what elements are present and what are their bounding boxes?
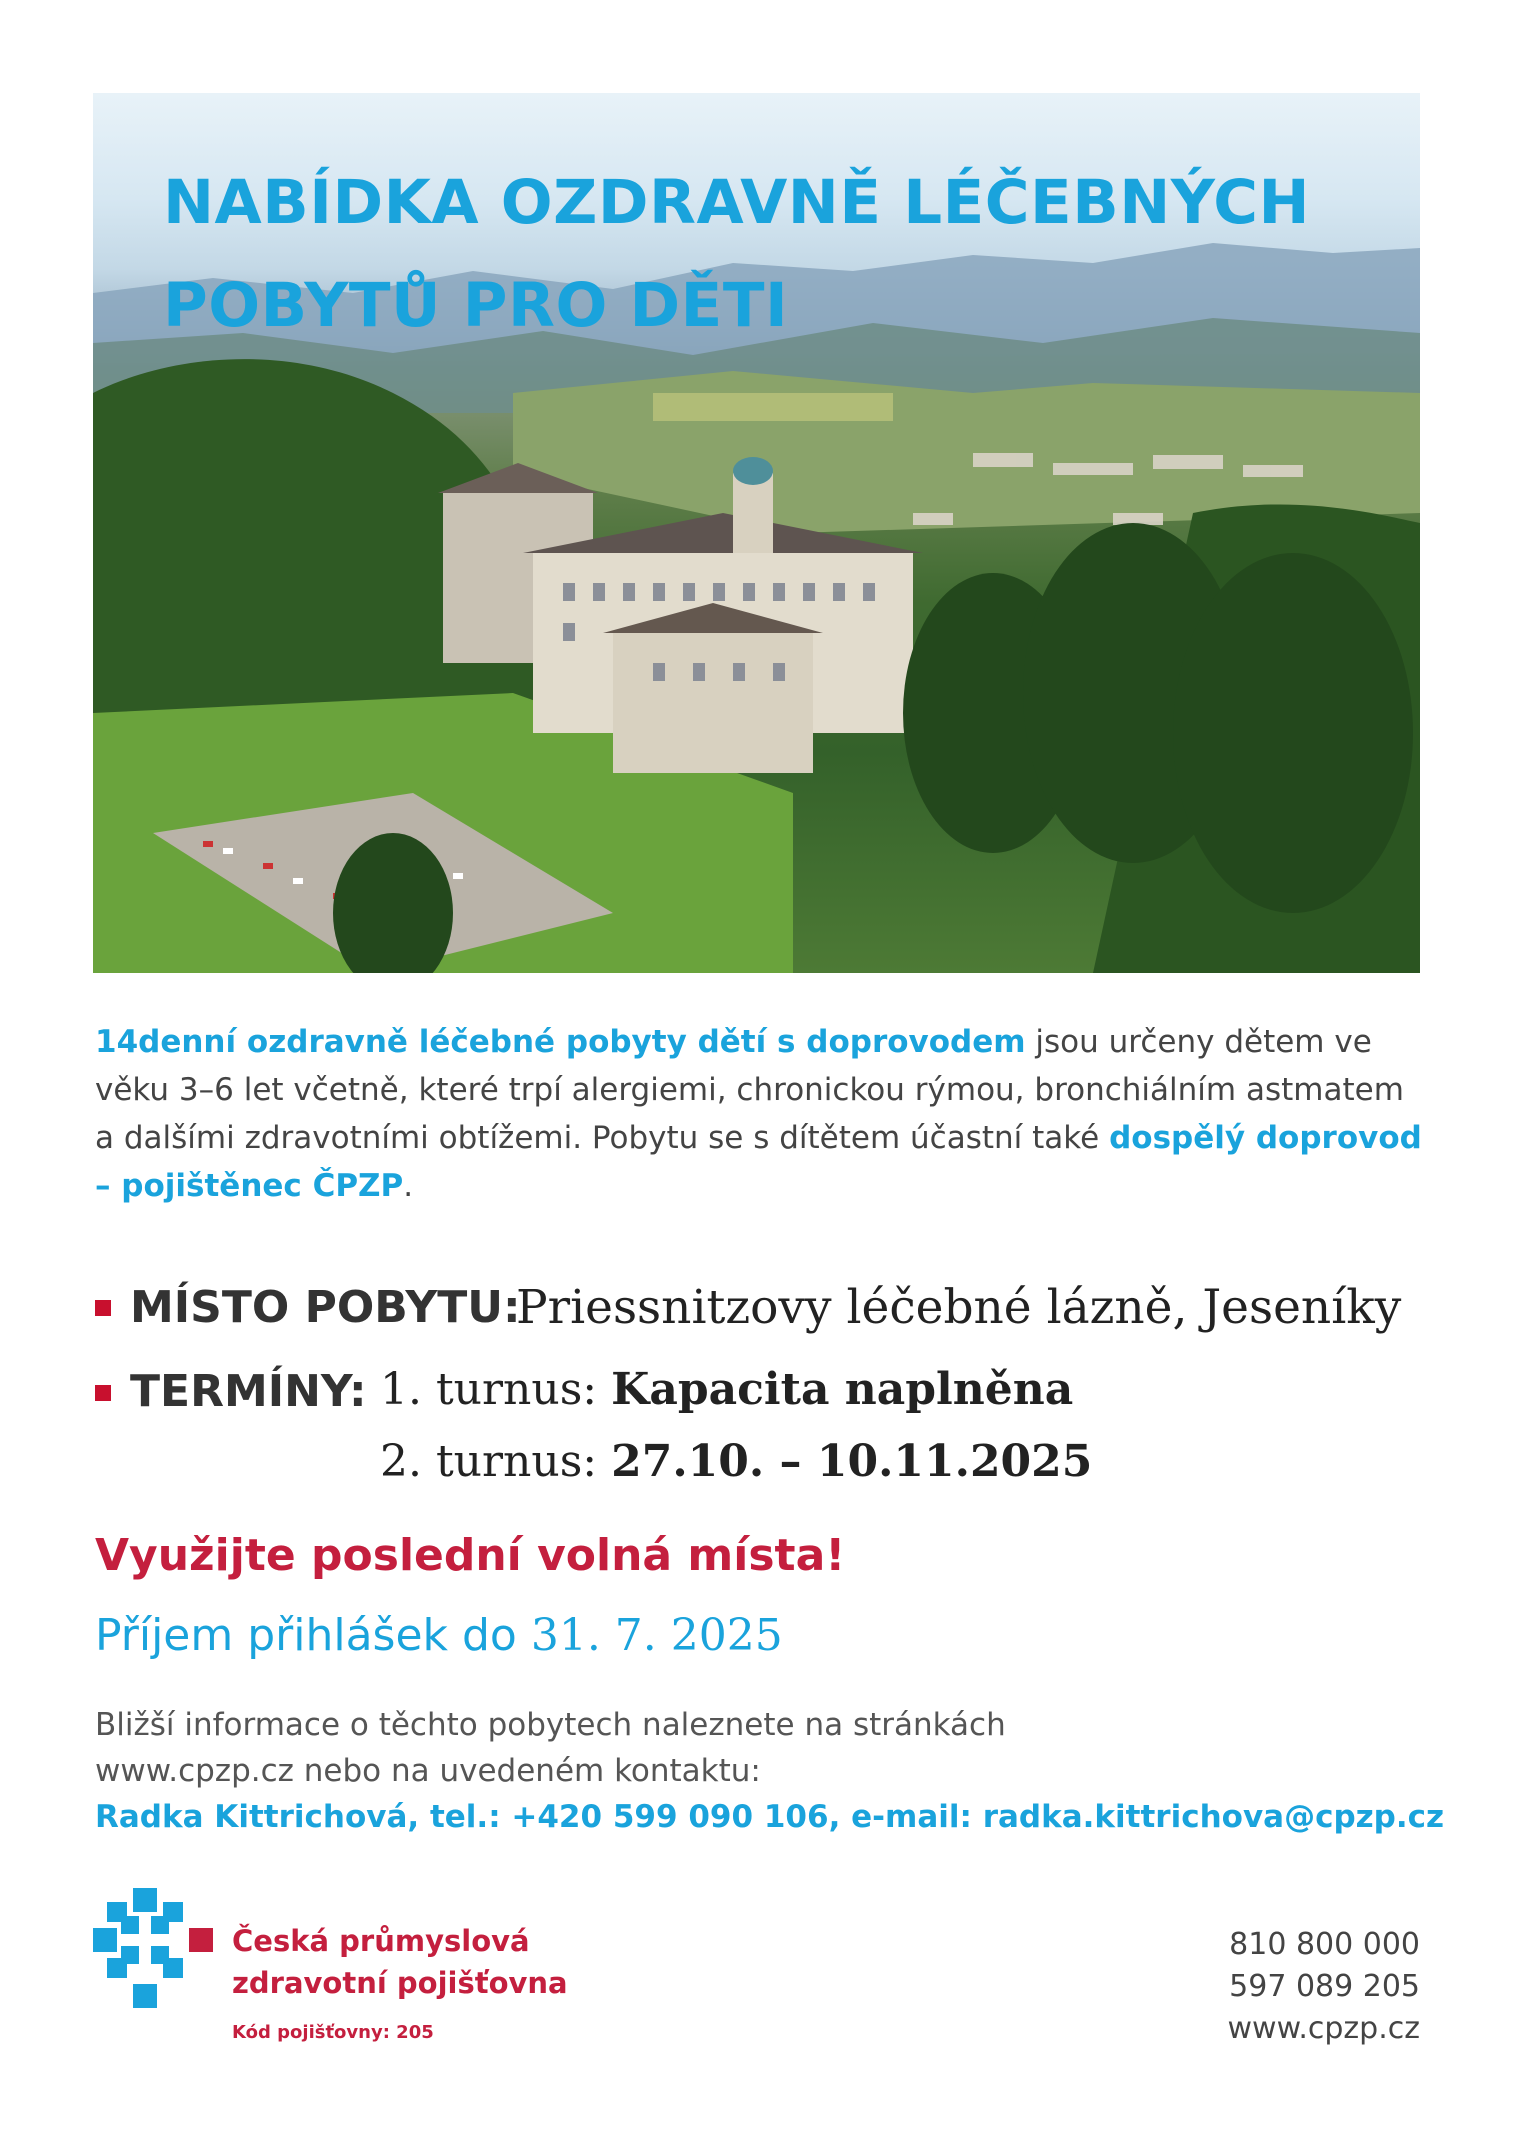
turn1-value: Kapacita naplněna	[611, 1364, 1074, 1415]
cta-text: Využijte poslední volná místa!	[95, 1530, 846, 1581]
insurer-name	[232, 1920, 568, 2004]
contact-line: Radka Kittrichová, tel.: +420 599 090 106, e-mail: radka.kittrichova@cpzp.cz	[95, 1799, 1445, 1835]
terms-bullet	[95, 1385, 111, 1401]
insurer-name-line-1: Česká průmyslová	[232, 1924, 530, 1958]
intro-body: jsou určeny dětem ve věku 3–6 let včetně, které trpí alergiemi, chronickou rýmou, bronchiálním astmatem a dalšími zdravotními obtížemi. Pobytu se s dítětem účastní také	[95, 1024, 1404, 1156]
footer-contacts	[1228, 1924, 1421, 2050]
insurer-code: Kód pojišťovny: 205	[232, 2022, 434, 2043]
intro-tail-highlight: dospělý doprovod – pojištěnec ČPZP	[95, 1120, 1422, 1204]
hero-photo	[93, 93, 1420, 973]
deadline-text	[95, 1610, 783, 1661]
title-line-1: NABÍDKA OZDRAVNĚ LÉČEBNÝCH	[163, 167, 1311, 238]
turn1-label: 1. turnus:	[380, 1364, 598, 1415]
insurer-name-line-2: zdravotní pojišťovna	[232, 1966, 568, 2000]
website-link[interactable]: www.cpzp.cz	[1227, 2011, 1420, 2046]
cpzp-logo-icon	[93, 1888, 213, 2008]
turn2-value: 27.10. – 10.11.2025	[611, 1436, 1093, 1487]
place-label: MÍSTO POBYTU:	[130, 1282, 521, 1333]
info-block	[95, 1702, 1444, 1840]
info-line-2: www.cpzp.cz nebo na uvedeném kontaktu:	[95, 1753, 761, 1789]
place-bullet	[95, 1300, 111, 1316]
intro-end: .	[403, 1168, 414, 1204]
phone-1: 810 800 000	[1229, 1927, 1420, 1962]
turn1-row	[380, 1364, 1073, 1415]
turn2-row	[380, 1436, 1092, 1487]
place-value: Priessnitzovy léčebné lázně, Jeseníky	[516, 1280, 1402, 1335]
intro-paragraph	[95, 1018, 1425, 1210]
terms-label: TERMÍNY:	[130, 1366, 367, 1417]
turn2-label: 2. turnus:	[380, 1436, 598, 1487]
phone-2: 597 089 205	[1229, 1969, 1420, 2004]
info-line-1: Bližší informace o těchto pobytech naleznete na stránkách	[95, 1707, 1006, 1743]
deadline-date: 31. 7. 2025	[530, 1610, 783, 1661]
deadline-label: Příjem přihlášek do	[95, 1610, 531, 1661]
intro-lead-highlight: 14denní ozdravně léčebné pobyty dětí s doprovodem	[95, 1024, 1026, 1060]
page-title	[163, 151, 1310, 357]
title-line-2: POBYTŮ PRO DĚTI	[163, 270, 789, 341]
